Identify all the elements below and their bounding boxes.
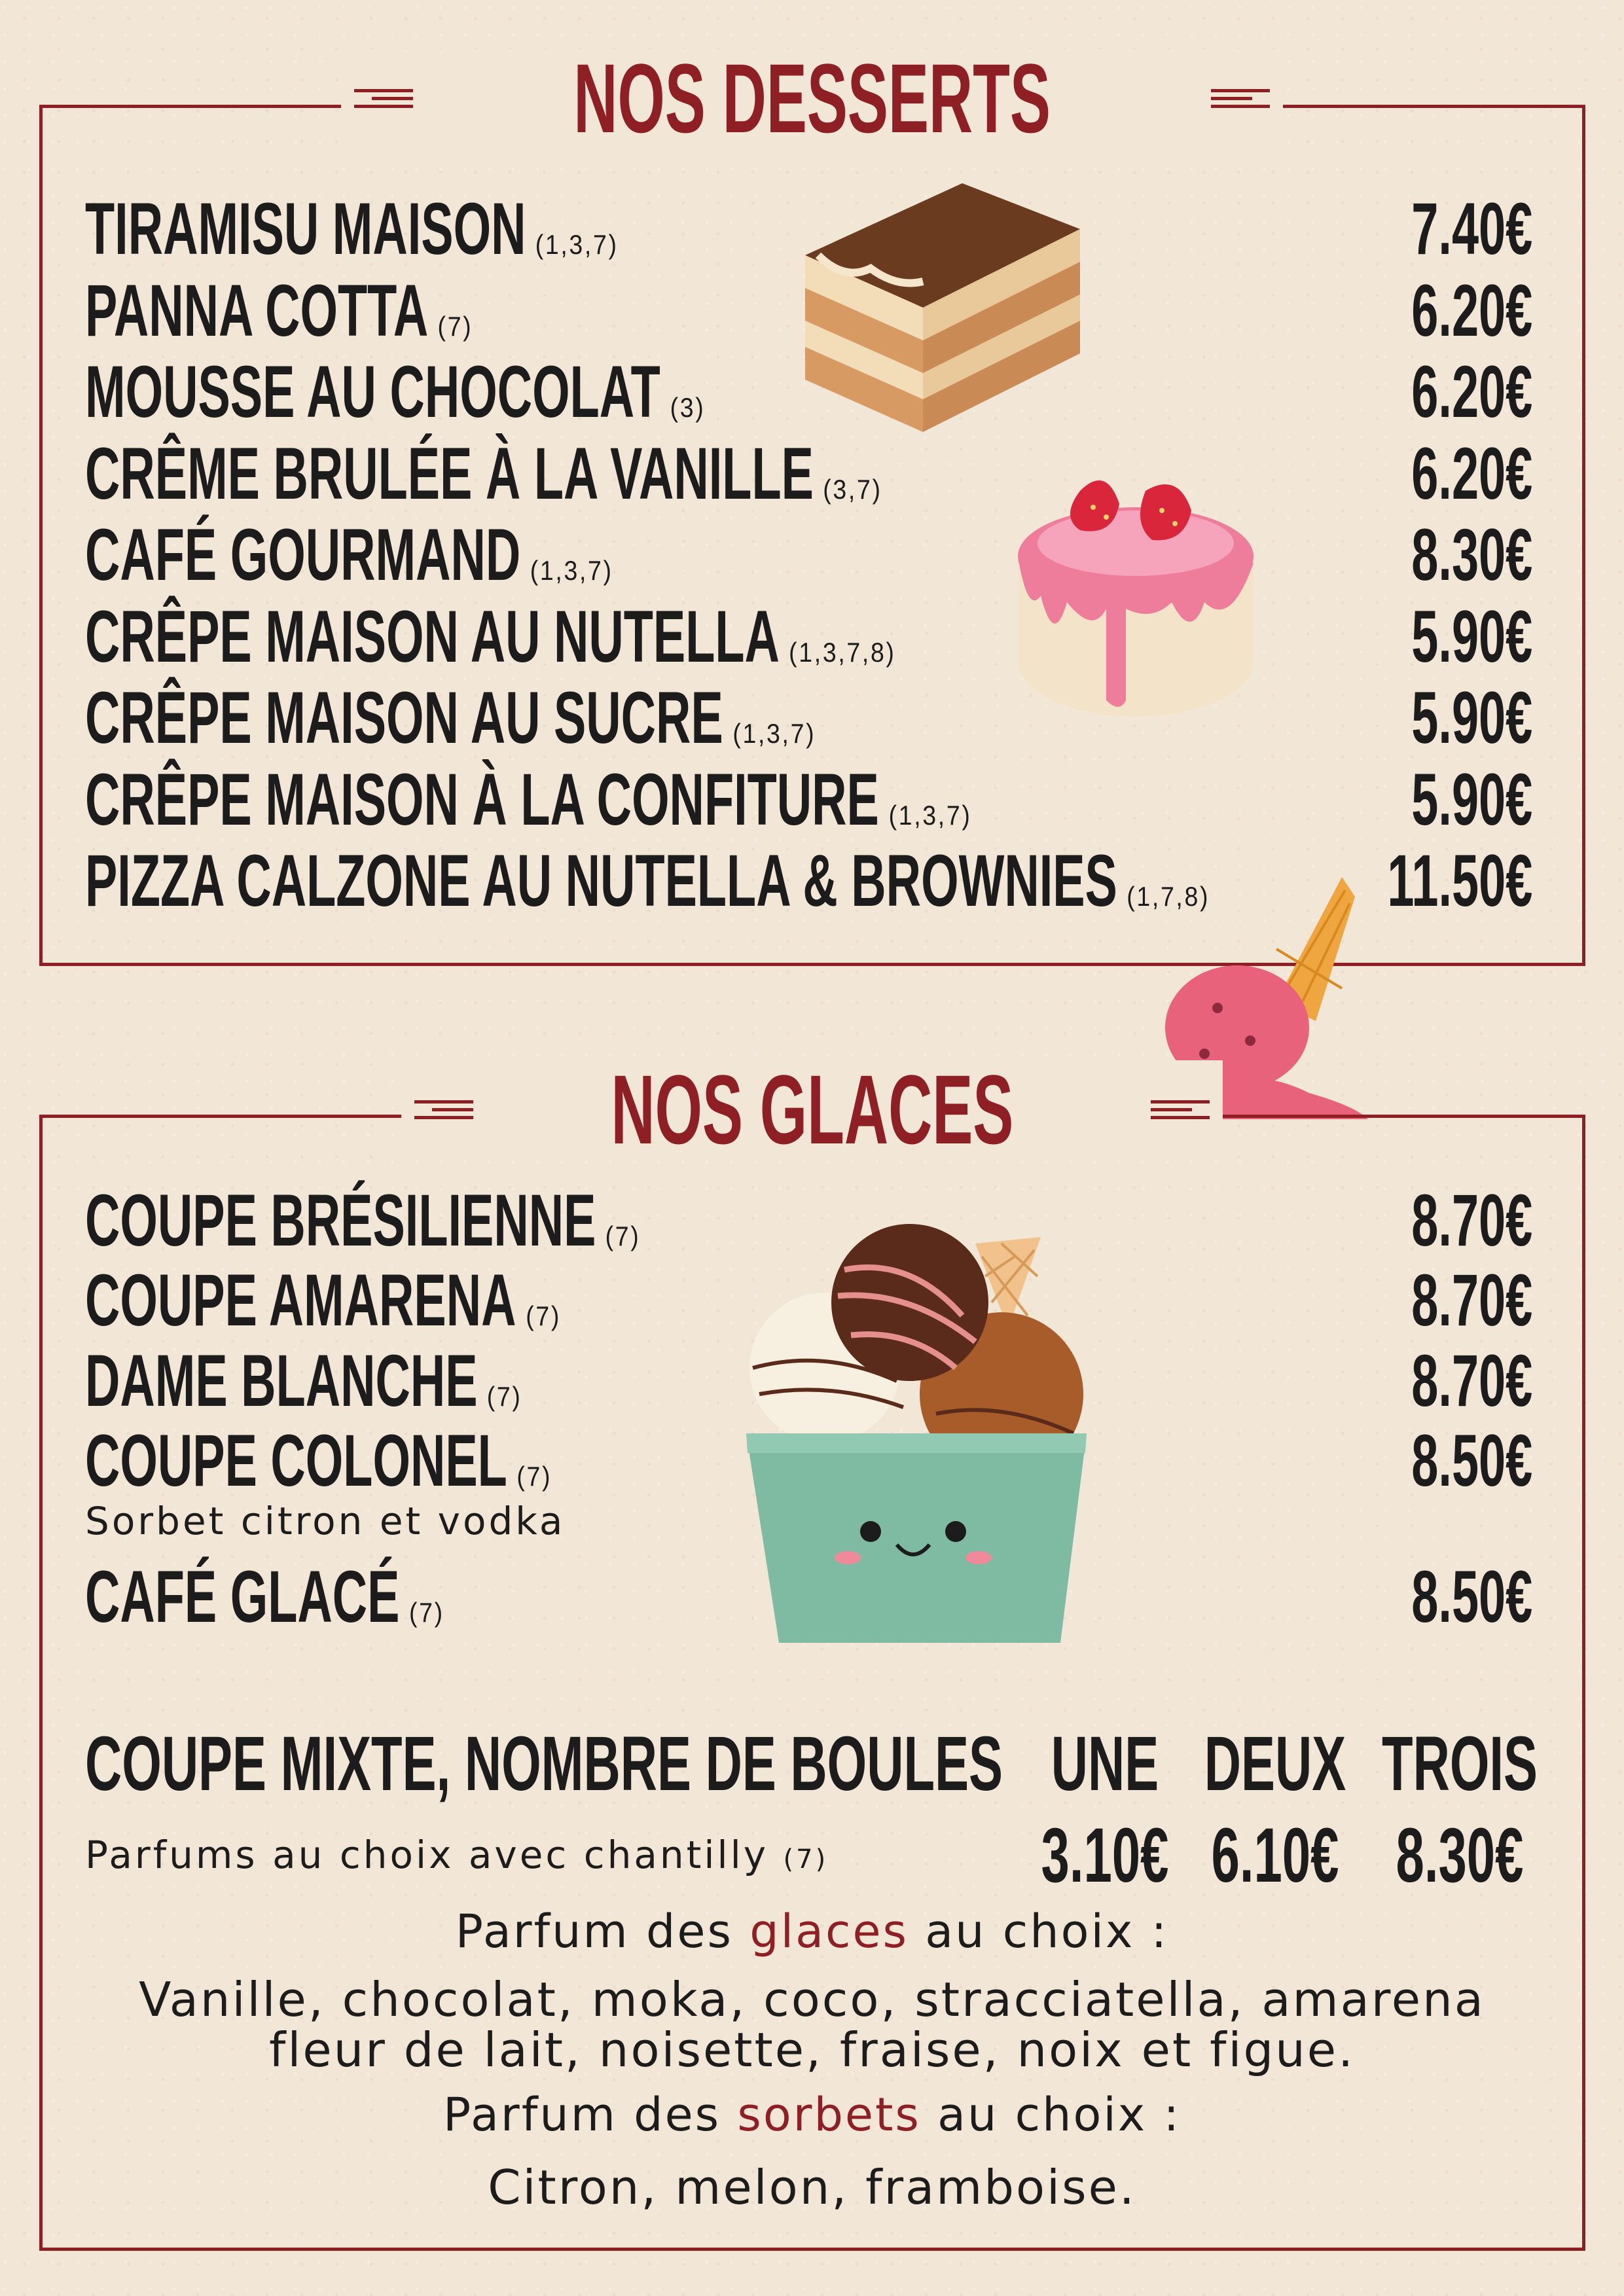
item-label: COUPE AMARENA [85,1259,516,1341]
heading-highlight: sorbets [737,2088,921,2142]
item-label: MOUSSE AU CHOCOLAT [85,351,660,433]
item-price: 5.90€ [1411,677,1532,759]
coupe-colonel-description: Sorbet citron et vodka [85,1499,566,1543]
mixte-column-label: DEUX [1204,1721,1346,1807]
item-price: 8.50€ [1411,1556,1532,1638]
allergen-codes: (1,3,7) [535,229,619,260]
mixte-column-label: TROIS [1382,1721,1538,1807]
allergen-codes: (3) [670,392,706,423]
allergen-codes: (1,3,7) [732,718,816,749]
heading-prefix: Parfum des [455,1905,750,1958]
heading-suffix: au choix : [920,2088,1182,2142]
item-label: CRÊPE MAISON À LA CONFITURE [85,758,879,840]
parfums-sorbets-line1: Citron, melon, framboise. [488,2160,1136,2215]
allergen-codes: (1,3,7) [888,799,972,831]
heading-prefix: Parfum des [442,2088,738,2142]
glaces-title: NOS GLACES [611,1054,1013,1164]
item-price: 7.40€ [1411,188,1532,270]
item-label: CRÊME BRULÉE À LA VANILLE [85,432,814,514]
menu-item-name [85,1556,444,1652]
mixte-column-price: 8.30€ [1396,1812,1524,1899]
glaces-title-band [0,1044,1624,1175]
coupe-mixte-allergens: (7) [783,1844,829,1874]
item-label: TIRAMISU MAISON [85,188,526,270]
allergen-codes: (1,3,7) [530,555,613,586]
heading-highlight: glaces [749,1905,909,1958]
allergen-codes: (3,7) [823,473,882,505]
item-price: 6.20€ [1411,432,1532,514]
item-label: CAFÉ GLACÉ [85,1556,400,1638]
item-label: PIZZA CALZONE AU NUTELLA & BROWNIES [85,840,1117,922]
coupe-mixte-title: COUPE MIXTE, NOMBRE DE BOULES [85,1721,1003,1807]
tiramisu-illustration [766,157,1100,445]
mixte-column-price: 3.10€ [1041,1812,1169,1899]
ice-cream-cup-illustration [740,1217,1113,1649]
mixte-column-price: 6.10€ [1211,1812,1339,1899]
item-price: 8.50€ [1411,1420,1532,1501]
item-label: COUPE COLONEL [85,1420,507,1501]
item-price: 8.70€ [1411,1179,1532,1261]
allergen-codes: (1,3,7,8) [789,636,896,668]
item-price: 11.50€ [1386,840,1532,922]
item-price: 5.90€ [1411,758,1532,840]
coupe-mixte-subtitle [85,1833,828,1877]
item-label: CRÊPE MAISON AU SUCRE [85,677,723,759]
parfums-glaces-line2: fleur de lait, noisette, fraise, noix et figue. [269,2022,1355,2077]
allergen-codes: (7) [516,1461,552,1492]
title-deco-right [1211,89,1270,108]
heading-suffix: au choix : [909,1905,1169,1958]
item-price: 8.30€ [1411,514,1532,596]
allergen-codes: (7) [605,1221,641,1251]
parfums-sorbets-heading [0,2088,1624,2142]
allergen-codes: (7) [487,1381,522,1412]
item-price: 5.90€ [1411,595,1532,677]
parfums-glaces-line1: Vanille, chocolat, moka, coco, stracciatella, amarena [139,1972,1485,2027]
title-deco-left [354,89,413,108]
title-deco-right [1151,1100,1210,1119]
allergen-codes: (1,7,8) [1127,881,1210,912]
allergen-codes: (7) [409,1597,444,1628]
item-label: PANNA COTTA [85,269,429,351]
item-label: CRÊPE MAISON AU NUTELLA [85,595,780,677]
item-label: DAME BLANCHE [85,1340,478,1422]
title-deco-left [414,1100,473,1119]
item-price: 6.20€ [1411,351,1532,433]
item-price: 8.70€ [1411,1340,1532,1422]
mixte-column-label: UNE [1051,1721,1159,1807]
allergen-codes: (7) [525,1300,561,1331]
menu-item-name [85,840,1210,936]
parfums-glaces-heading [0,1905,1624,1958]
desserts-title-band [0,33,1624,164]
item-price: 8.70€ [1411,1259,1532,1341]
item-label: CAFÉ GOURMAND [85,514,521,596]
coupe-mixte-subtitle-text: Parfums au choix avec chantilly [85,1833,769,1877]
panna-cotta-illustration [1008,452,1263,726]
item-price: 6.20€ [1411,269,1532,351]
desserts-title: NOS DESSERTS [573,43,1051,153]
item-label: COUPE BRÉSILIENNE [85,1179,596,1261]
allergen-codes: (7) [437,310,473,342]
